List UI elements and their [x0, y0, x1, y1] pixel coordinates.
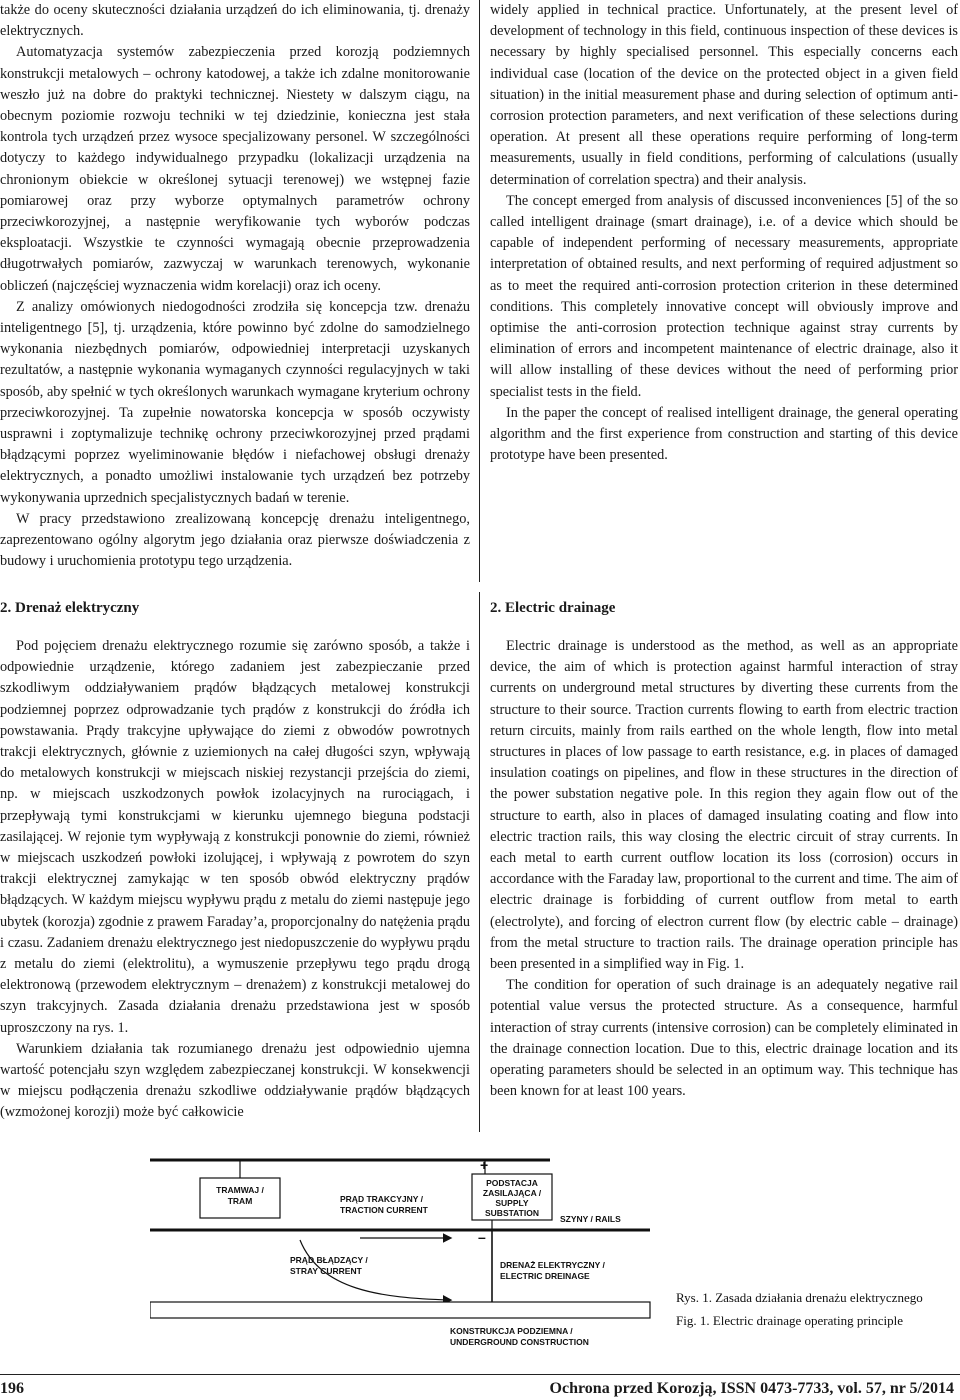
- paragraph: Pod pojęciem drenażu elektrycznego rozumie się zarówno sposób, a także i odpowiednie urządzenie, którego zadaniem jest zabezpieczanie przed szkodliwym oddziaływaniem prądów błądzących metalowej konstrukcji podziemnej poprzez odprowadzanie tych prądów z konstrukcji do źródła ich powstawania. Prądy trakcyjne upływające do ziemi z obwodów powrotnych trakcji elektrycznych, głównie z uziemionych na całej długości szyn, wpływają do metalowych konstrukcji w miejscach niskiej rezystancji przejścia do ziemi, np. w miejscach uszkodzonych powłok izolacyjnych na rurociągach, i przepływają tymi konstrukcjami w kierunku ujemnego bieguna podstacji zasilającej. W rejonie tym wypływają z konstrukcji ponownie do ziemi, również w miejscach uszkodzeń powłoki izolującej, i wpływają z powrotem do szyn trakcji elektrycznej zamykając w ten sposób obwód elektryczny prądów błądzących. W każdym miejscu wypływu prądu z metalu do ziemi następuje jego ubytek (korozja) zgodnie z prawem Faraday’a, proporcjonalny do natężenia prądu i czasu. Zadaniem drenażu elektrycznego jest niedopuszczenie do wypływu prądu z metalu do ziemi (elektrolitu), a wymuszenie przepływu tego prądu drogą elektronową (przewodem elektrycznym – drenażem) z konstrukcji metalowej do szyn trakcyjnych. Zasada działania drenażu przedstawiona jest w sposób uproszczony na rys. 1.: [0, 638, 471, 1036]
- drainage-diagram: [150, 1150, 660, 1350]
- paragraph: The condition for operation of such drainage is an adequately negative rail potential value versus the protected structure. As a consequence, harmful interaction of stray currents (intensive corrosion) can be completely eliminated in the drainage connection location. Due to this, electric drainage location and its operating parameters should be selected in an optimum way. This technique has been known for at least 100 years.: [490, 977, 958, 1100]
- column-divider: [479, 592, 480, 1132]
- english-column-bottom: [490, 636, 958, 1102]
- journal-citation: Ochrona przed Korozją, ISSN 0473-7733, vol. 57, nr 5/2014: [549, 1380, 954, 1397]
- paragraph: Electric drainage is understood as the method, as well as an appropriate device, the aim of which is protection against harmful interaction of stray currents on underground metal structures by diverting these currents from the structure to their source. Traction currents flowing to earth from electric traction return circuits, mainly from rails earthed on the whole length, flow into metal structures in places of low passage to earth resistance, e.g. in places of damaged insulation coatings on pipelines, and flow in these structures in the direction of the power substation negative pole. In this region they again flow out of the structure to earth, also in places of damaged insulating coating and flow into electric traction rails, this way closing the electric circuit of stray currents. In each metal to earth current outflow location its loss (corrosion) occurs in accordance with the Faraday law, proportional to the current and time. The aim of electric drainage is forbidding of current outflow from metal to earth (electrolyte), and forcing of electron current flow (by electric cable – drainage) from the metal structure to traction rails. The drainage operation principle has been presented in a simplified way in Fig. 1.: [490, 638, 958, 973]
- tram-label: TRAMWAJ /: [216, 1185, 264, 1195]
- paragraph: Warunkiem działania tak rozumianego drenażu jest odpowiednio ujemna wartość potencjału szyn względem zabezpieczanej konstrukcji. W konsekwencji w miejscu podłączenia drenażu szkodliwe oddziaływanie prądów błądzących (wzmożonej korozji) może być całkowicie: [0, 1040, 470, 1121]
- minus-sign: –: [478, 1229, 486, 1245]
- tram-label: TRAM: [227, 1196, 253, 1206]
- plus-sign: +: [480, 1157, 489, 1173]
- substation-label: SUPPLY: [495, 1198, 529, 1208]
- paragraph: także do oceny skuteczności działania urządzeń do ich eliminowania, tj. drenaży elektrycznych.: [0, 2, 470, 40]
- section-heading-polish: 2. Drenaż elektryczny: [0, 600, 140, 616]
- substation-label: SUBSTATION: [485, 1208, 539, 1218]
- page-number: 196: [0, 1380, 24, 1397]
- column-divider: [479, 0, 480, 582]
- polish-column-bottom: [0, 636, 470, 1124]
- underground-label: KONSTRUKCJA PODZIEMNA /: [450, 1326, 573, 1336]
- footer-rule: [0, 1374, 960, 1375]
- substation-label: PODSTACJA: [486, 1178, 538, 1188]
- drainage-label: ELECTRIC DREINAGE: [500, 1271, 590, 1281]
- paragraph: widely applied in technical practice. Unfortunately, at the present level of development of technology in this field, continuous inspection of these devices is necessary by highly specialised personnel. This especially concerns each individual case (location of the device on the protected object in a given field situation) in the initial measurement phase and during selection of optimum anti-corrosion protection parameters, and next verification of these selections during operation. At present all these operations require performing of long-term measurements, usually in field conditions, performing of calculations (usually determination of correlation spectra) and their analysis.: [490, 2, 958, 188]
- paragraph: The concept emerged from analysis of discussed inconveniences [5] of the so called intelligent drainage (smart drainage), i.e. of a device which should be capable of independent performing of necessary measurements, appropriate interpretation of obtained results, and next performing of required adjustment so as to meet the required anti-corrosion protection criterion in these determined conditions. This completely innovative concept will obviously improve and optimise the anti-corrosion protection technique against stray currents by elimination of errors and incompetent maintenance of electric drainage, also it will allow installing of these devices without the need of performing prior specialist tests in the field.: [490, 192, 958, 400]
- paragraph: W pracy przedstawiono zrealizowaną koncepcję drenażu inteligentnego, zaprezentowano ogólny algorytm jego działania oraz pierwsze doświadczenia z budowy i uruchomienia prototypu tego urządzenia.: [0, 510, 470, 570]
- paragraph: Z analizy omówionych niedogodności zrodziła się koncepcja tzw. drenażu inteligentnego [5], tj. urządzenia, które powinno być zdolne do samodzielnego wykonania niezbędnych pomiarów, odpowiedniej interpretacji uzyskanych rezultatów, a następnie wykonania wymaganych czynności regulacyjnych w taki sposób, aby spełnić w tych określonych warunkach wymagane kryterium ochrony przeciwkorozyjnej. Ta zupełnie nowatorska koncepcja w sposób oczywisty usprawni i zoptymalizuje technikę ochrony przeciwkorozyjnej przed prądami błądzącymi poprzez wyeliminowanie błędów i niefachowej obsługi drenaży elektrycznych, a ponadto umożliwi instalowanie tych urządzeń bez potrzeby wykonywania uprzednich specjalistycznych badań w terenie.: [0, 298, 470, 506]
- traction-current-label: PRĄD TRAKCYJNY /: [340, 1194, 423, 1204]
- figure-caption-english: Fig. 1. Electric drainage operating principle: [676, 1313, 904, 1328]
- polish-column-top: [0, 0, 470, 572]
- drainage-label: DRENAŻ ELEKTRYCZNY /: [500, 1260, 605, 1270]
- stray-current-label: STRAY CURRENT: [290, 1266, 362, 1276]
- english-column-top: [490, 0, 958, 466]
- paragraph: In the paper the concept of realised intelligent drainage, the general operating algorithm and the first experience from construction and starting of this device prototype have been presented.: [490, 404, 958, 464]
- stray-current-label: PRĄD BŁĄDZĄCY /: [290, 1255, 368, 1265]
- traction-current-label: TRACTION CURRENT: [340, 1205, 428, 1215]
- substation-label: ZASILAJĄCA /: [482, 1188, 542, 1198]
- section-heading-english: 2. Electric drainage: [490, 600, 616, 616]
- underground-label: UNDERGROUND CONSTRUCTION: [450, 1337, 589, 1347]
- underground-pipe: [150, 1302, 650, 1318]
- figure-caption-polish: Rys. 1. Zasada działania drenażu elektrycznego: [676, 1290, 923, 1305]
- rails-label: SZYNY / RAILS: [560, 1214, 621, 1224]
- paragraph: Automatyzacja systemów zabezpieczenia przed korozją podziemnych konstrukcji metalowych – ochrony katodowej, a także ich zdalne monitorowanie weszło już na dobre do praktyki technicznej. Niestety w dalszym ciągu, na obecnym poziomie rozwoju techniki w tej dziedzinie, konieczna jest stała kontrola tych urządzeń przez wysoce specjalizowany personel. W szczególności dotyczy to każdego indywidualnego przypadku (lokalizacji urządzenia na chronionym obiekcie w określonej sytuacji terenowej) we wstępnej fazie pomiarowej oraz przy wyborze optymalnych parametrów ochrony przeciwkorozyjnej, a następnie weryfikowanie tych wyborów podczas eksploatacji. Wszystkie te czynności wymagają obecnie przeprowadzenia długotrwałych pomiarów, zazwyczaj w warunkach terenowych, wykonanie obliczeń (najczęściej wyznaczenia widm korelacji) oraz ich oceny.: [0, 44, 470, 294]
